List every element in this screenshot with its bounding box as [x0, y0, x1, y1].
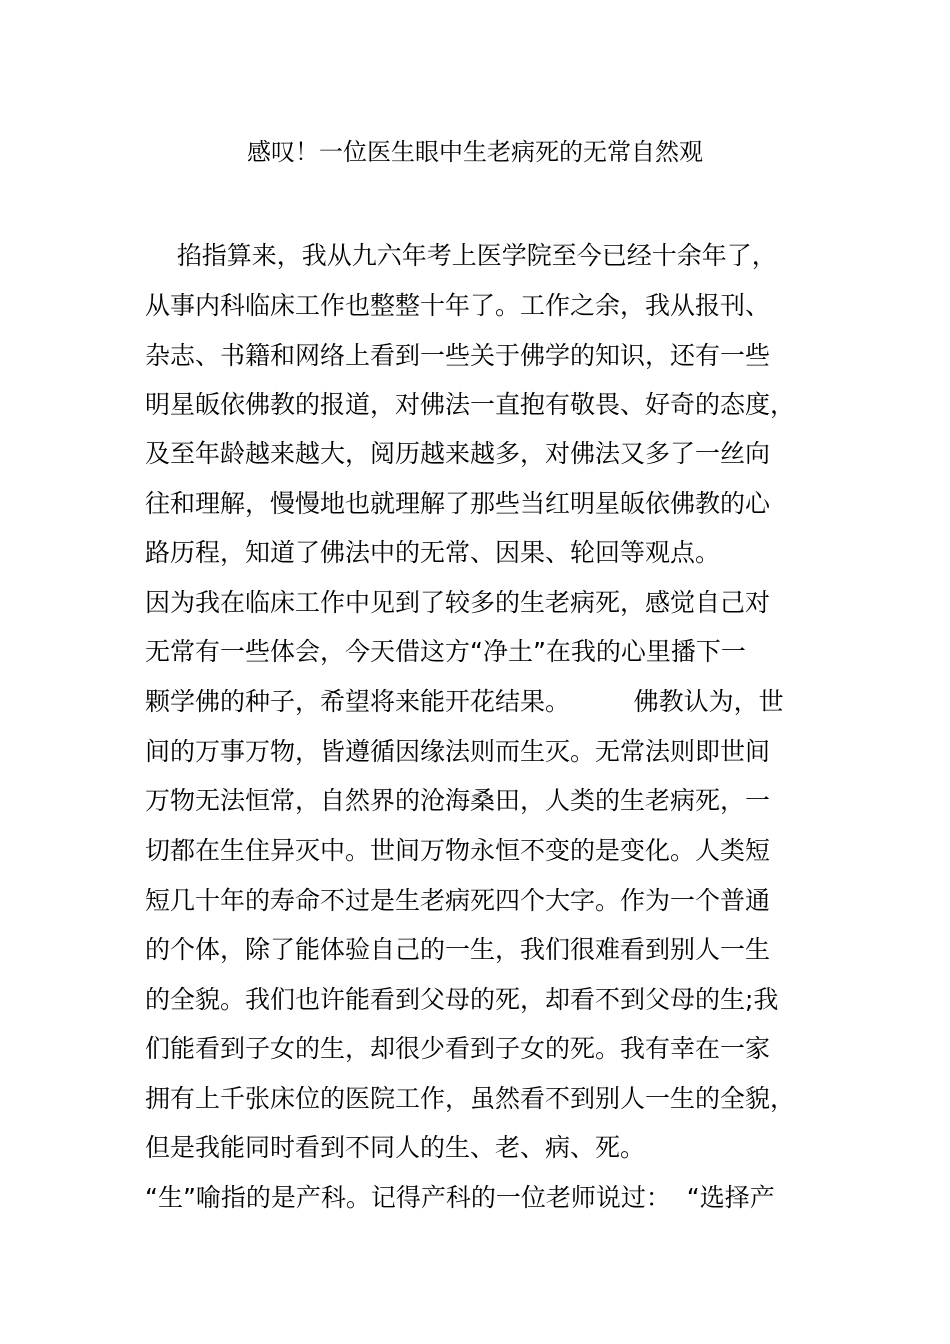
body-line-9: 无常有一些体会，今天借这方“净土”在我的心里播下一 — [145, 637, 746, 666]
body-line-8: 因为我在临床工作中见到了较多的生老病死，感觉自己对 — [145, 588, 771, 617]
body-line-6: 往和理解，慢慢地也就理解了那些当红明星皈依佛教的心 — [145, 489, 771, 518]
body-line-19: 但是我能同时看到不同人的生、老、病、死。 — [145, 1133, 646, 1162]
body-line-13: 切都在生住异灭中。世间万物永恒不变的是变化。人类短 — [145, 836, 771, 865]
body-line-1: 掐指算来，我从九六年考上医学院至今已经十余年了， — [145, 241, 777, 270]
body-line-18: 拥有上千张床位的医院工作，虽然看不到别人一生的全貌， — [145, 1084, 796, 1113]
body-line-5: 及至年龄越来越大，阅历越来越多，对佛法又多了一丝向 — [145, 439, 771, 468]
body-line-15: 的个体，除了能体验自己的一生，我们很难看到别人一生 — [145, 935, 771, 964]
body-line-16: 的全貌。我们也许能看到父母的死，却看不到父母的生;我 — [145, 985, 779, 1014]
body-line-14: 短几十年的寿命不过是生老病死四个大字。作为一个普通 — [145, 886, 771, 915]
body-line-4: 明星皈依佛教的报道，对佛法一直抱有敬畏、好奇的态度， — [145, 390, 796, 419]
body-line-12: 万物无法恒常，自然界的沧海桑田，人类的生老病死，一 — [145, 786, 771, 815]
body-line-11: 间的万事万物，皆遵循因缘法则而生灭。无常法则即世间 — [145, 737, 771, 766]
body-line-17: 们能看到子女的生，却很少看到子女的死。我有幸在一家 — [145, 1034, 771, 1063]
body-line-10: 颗学佛的种子，希望将来能开花结果。 佛教认为，世 — [145, 687, 784, 716]
document-title: 感叹！一位医生眼中生老病死的无常自然观 — [247, 138, 703, 166]
body-line-7: 路历程，知道了佛法中的无常、因果、轮回等观点。 — [145, 538, 721, 567]
body-line-20: “生”喻指的是产科。记得产科的一位老师说过： “选择产 — [145, 1183, 775, 1212]
body-line-2: 从事内科临床工作也整整十年了。工作之余，我从报刊、 — [145, 291, 771, 320]
body-line-3: 杂志、书籍和网络上看到一些关于佛学的知识，还有一些 — [145, 341, 771, 370]
